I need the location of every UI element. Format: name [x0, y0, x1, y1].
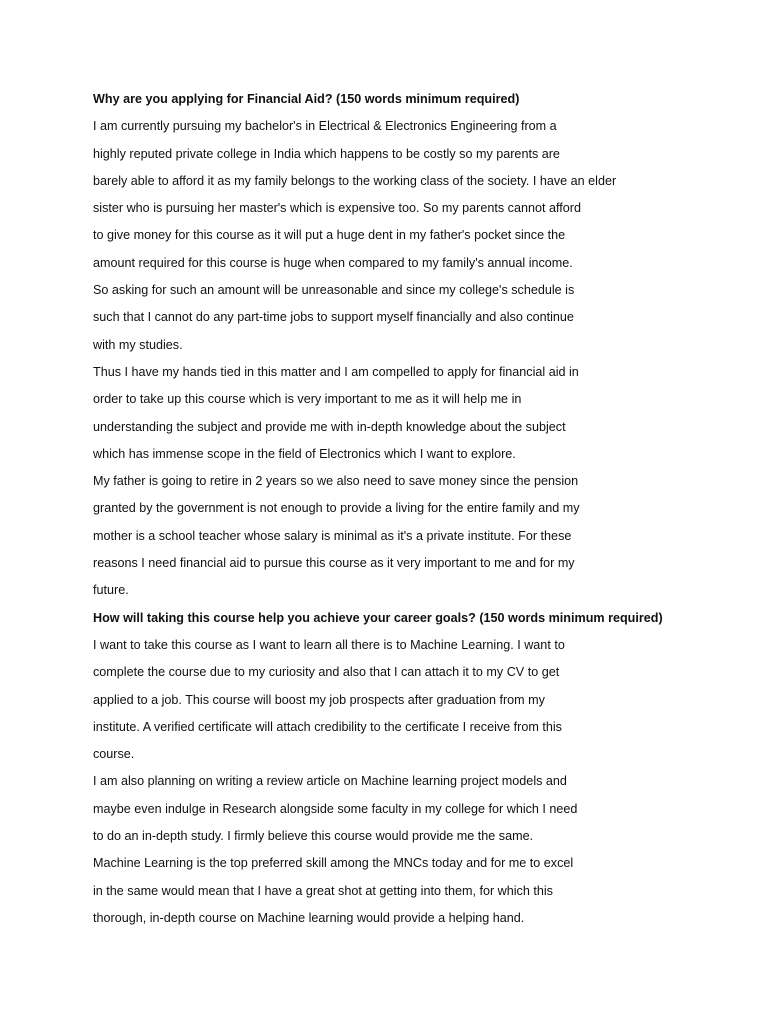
paragraph-line: course.: [93, 747, 135, 762]
paragraph-line: sister who is pursuing her master's which is expensive too. So my parents cannot afford: [93, 201, 581, 216]
paragraph-line: complete the course due to my curiosity and also that I can attach it to my CV to get: [93, 665, 560, 680]
paragraph-line: to give money for this course as it will put a huge dent in my father's pocket since the: [93, 228, 566, 243]
paragraph-line: future.: [93, 583, 129, 598]
paragraph-line: I want to take this course as I want to learn all there is to Machine Learning. I want to: [93, 637, 565, 652]
paragraph-line: maybe even indulge in Research alongside some faculty in my college for which I need: [93, 801, 578, 816]
paragraph-line: applied to a job. This course will boost my job prospects after graduation from my: [93, 692, 545, 707]
document-page: [93, 86, 733, 932]
paragraph-line: to do an in-depth study. I firmly believe this course would provide me the same.: [93, 829, 534, 844]
paragraph-line: barely able to afford it as my family belongs to the working class of the society. I have an elder: [93, 173, 617, 188]
paragraph-line: I am currently pursuing my bachelor's in Electrical & Electronics Engineering from a: [93, 119, 557, 134]
paragraph-line: My father is going to retire in 2 years so we also need to save money since the pension: [93, 474, 579, 489]
paragraph-line: I am also planning on writing a review article on Machine learning project models and: [93, 774, 567, 789]
paragraph-line: institute. A verified certificate will attach credibility to the certificate I receive from this: [93, 719, 562, 734]
paragraph-line: understanding the subject and provide me with in-depth knowledge about the subject: [93, 419, 566, 434]
section-heading: Why are you applying for Financial Aid? (150 words minimum required): [93, 92, 520, 106]
paragraph-line: reasons I need financial aid to pursue this course as it very important to me and for my: [93, 556, 575, 571]
section-heading: How will taking this course help you achieve your career goals? (150 words minimum required): [93, 610, 663, 625]
paragraph-line: with my studies.: [93, 337, 183, 352]
paragraph-line: in the same would mean that I have a great shot at getting into them, for which this: [93, 883, 553, 898]
paragraph-line: thorough, in-depth course on Machine learning would provide a helping hand.: [93, 910, 525, 925]
section-career-goals: [93, 605, 733, 933]
paragraph-line: Machine Learning is the top preferred skill among the MNCs today and for me to excel: [93, 856, 574, 871]
section-financial-aid: [93, 86, 733, 605]
paragraph-line: Thus I have my hands tied in this matter and I am compelled to apply for financial aid in: [93, 364, 579, 379]
paragraph-line: which has immense scope in the field of Electronics which I want to explore.: [93, 446, 516, 461]
paragraph-line: such that I cannot do any part-time jobs to support myself financially and also continue: [93, 310, 574, 325]
paragraph-line: order to take up this course which is very important to me as it will help me in: [93, 392, 522, 407]
paragraph-line: granted by the government is not enough to provide a living for the entire family and my: [93, 501, 580, 516]
paragraph-line: So asking for such an amount will be unreasonable and since my college's schedule is: [93, 283, 575, 298]
paragraph-line: mother is a school teacher whose salary is minimal as it's a private institute. For these: [93, 528, 572, 543]
paragraph-line: amount required for this course is huge when compared to my family's annual income.: [93, 255, 573, 270]
paragraph-line: highly reputed private college in India which happens to be costly so my parents are: [93, 146, 560, 161]
